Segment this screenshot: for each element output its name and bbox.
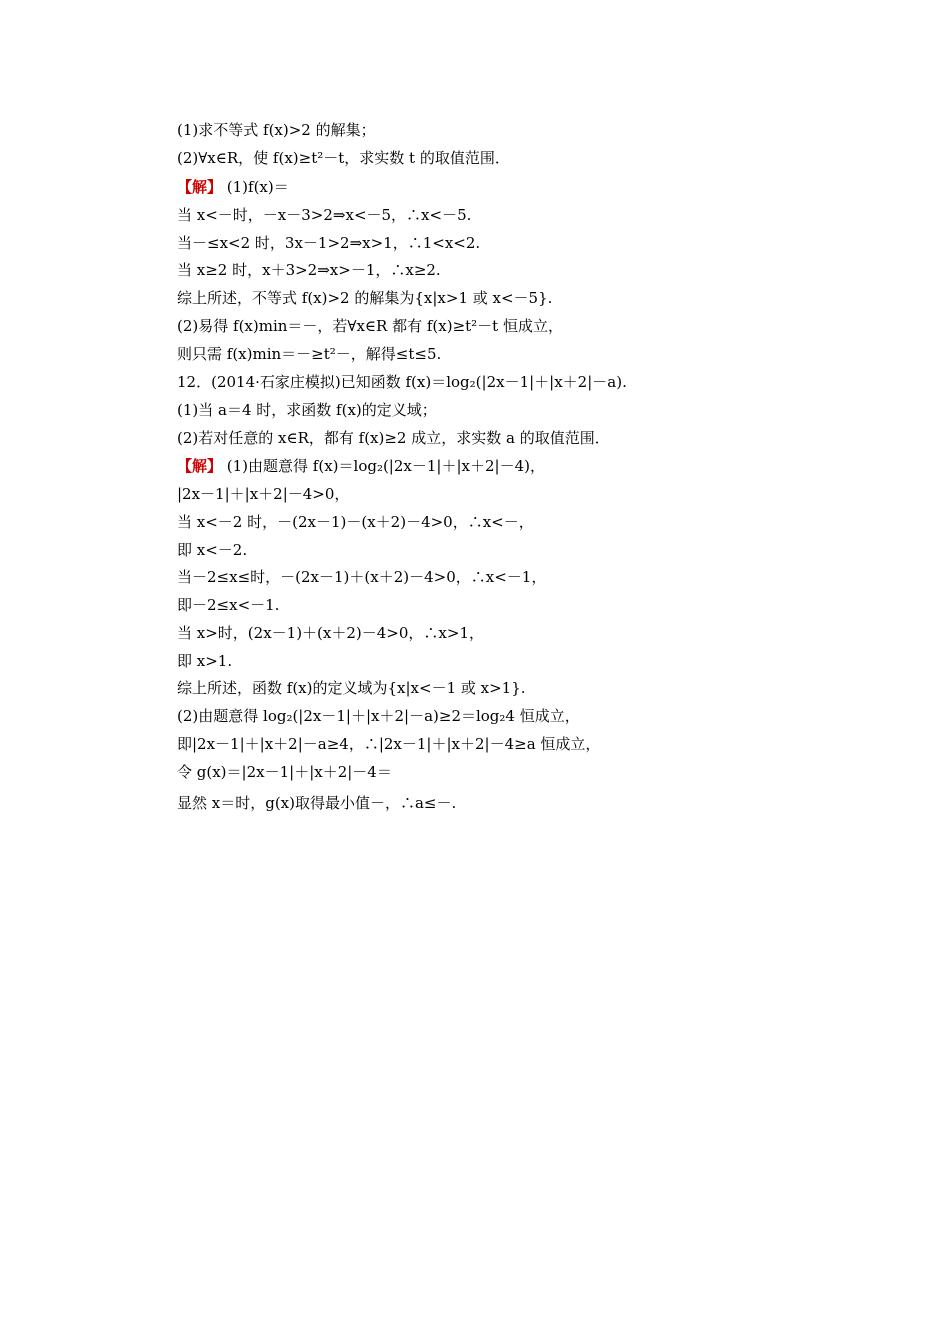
line-text: 综上所述，不等式 f(x)>2 的解集为{x|x>1 或 x<－5}. (177, 289, 553, 307)
line-text: (2)若对任意的 x∈R，都有 f(x)≥2 成立，求实数 a 的取值范围． (177, 429, 610, 447)
text-line (177, 595, 877, 615)
problem-heading (177, 372, 877, 392)
line-text: (1)由题意得 f(x)＝log₂(|2x－1|＋|x＋2|－4)， (222, 457, 545, 475)
text-line (177, 567, 877, 587)
text-line (177, 456, 877, 476)
text-line (177, 233, 877, 253)
text-line (177, 205, 877, 225)
text-line (177, 288, 877, 308)
text-line (177, 651, 877, 671)
text-line (177, 344, 877, 364)
text-line (177, 120, 877, 140)
line-text: 当－2≤x≤时，－(2x－1)＋(x＋2)－4>0，∴x<－1， (177, 568, 547, 586)
line-text: 即 x>1. (177, 652, 233, 670)
line-text: |2x－1|＋|x＋2|－4>0， (177, 485, 350, 503)
text-line (177, 734, 877, 754)
line-text: 当 x<－时，－x－3>2⇒x<－5，∴x<－5. (177, 206, 472, 224)
line-text: 即 x<－2. (177, 541, 248, 559)
line-text: 即－2≤x<－1. (177, 596, 280, 614)
text-line (177, 177, 877, 197)
line-text: 则只需 f(x)min＝－≥t²－，解得≤t≤5. (177, 345, 442, 363)
line-text: 即|2x－1|＋|x＋2|－a≥4，∴|2x－1|＋|x＋2|－4≥a 恒成立， (177, 735, 601, 753)
line-text: (1)当 a＝4 时，求函数 f(x)的定义域； (177, 401, 437, 419)
text-line (177, 148, 877, 168)
text-line (177, 793, 877, 813)
text-line (177, 400, 877, 420)
line-text: 12．(2014·石家庄模拟)已知函数 f(x)＝log₂(|2x－1|＋|x＋2|－a). (177, 373, 627, 391)
solution-tag: 【解】 (177, 457, 223, 475)
text-line (177, 623, 877, 643)
text-line (177, 512, 877, 532)
line-text: (2)∀x∈R，使 f(x)≥t²－t，求实数 t 的取值范围． (177, 149, 510, 167)
text-line (177, 316, 877, 336)
line-text: 当 x>时，(2x－1)＋(x＋2)－4>0，∴x>1， (177, 624, 484, 642)
line-text: 令 g(x)＝|2x－1|＋|x＋2|－4＝ (177, 763, 392, 781)
line-text: 当 x<－2 时，－(2x－1)－(x＋2)－4>0，∴x<－， (177, 513, 534, 531)
line-text: (2)易得 f(x)min＝－，若∀x∈R 都有 f(x)≥t²－t 恒成立， (177, 317, 563, 335)
text-line (177, 678, 877, 698)
text-line (177, 540, 877, 560)
line-text: (1)求不等式 f(x)>2 的解集； (177, 121, 376, 139)
line-text: (2)由题意得 log₂(|2x－1|＋|x＋2|－a)≥2＝log₂4 恒成立， (177, 707, 580, 725)
text-line (177, 484, 877, 504)
text-line (177, 762, 877, 782)
line-text: 当－≤x<2 时，3x－1>2⇒x>1，∴1<x<2. (177, 234, 481, 252)
solution-tag: 【解】 (177, 178, 223, 196)
line-text: 显然 x＝时，g(x)取得最小值－，∴a≤－. (177, 794, 457, 812)
line-text: 当 x≥2 时，x＋3>2⇒x>－1，∴x≥2. (177, 261, 441, 279)
text-line (177, 428, 877, 448)
line-text: (1)f(x)＝ (222, 178, 289, 196)
text-line (177, 260, 877, 280)
text-line (177, 706, 877, 726)
line-text: 综上所述，函数 f(x)的定义域为{x|x<－1 或 x>1}. (177, 679, 526, 697)
